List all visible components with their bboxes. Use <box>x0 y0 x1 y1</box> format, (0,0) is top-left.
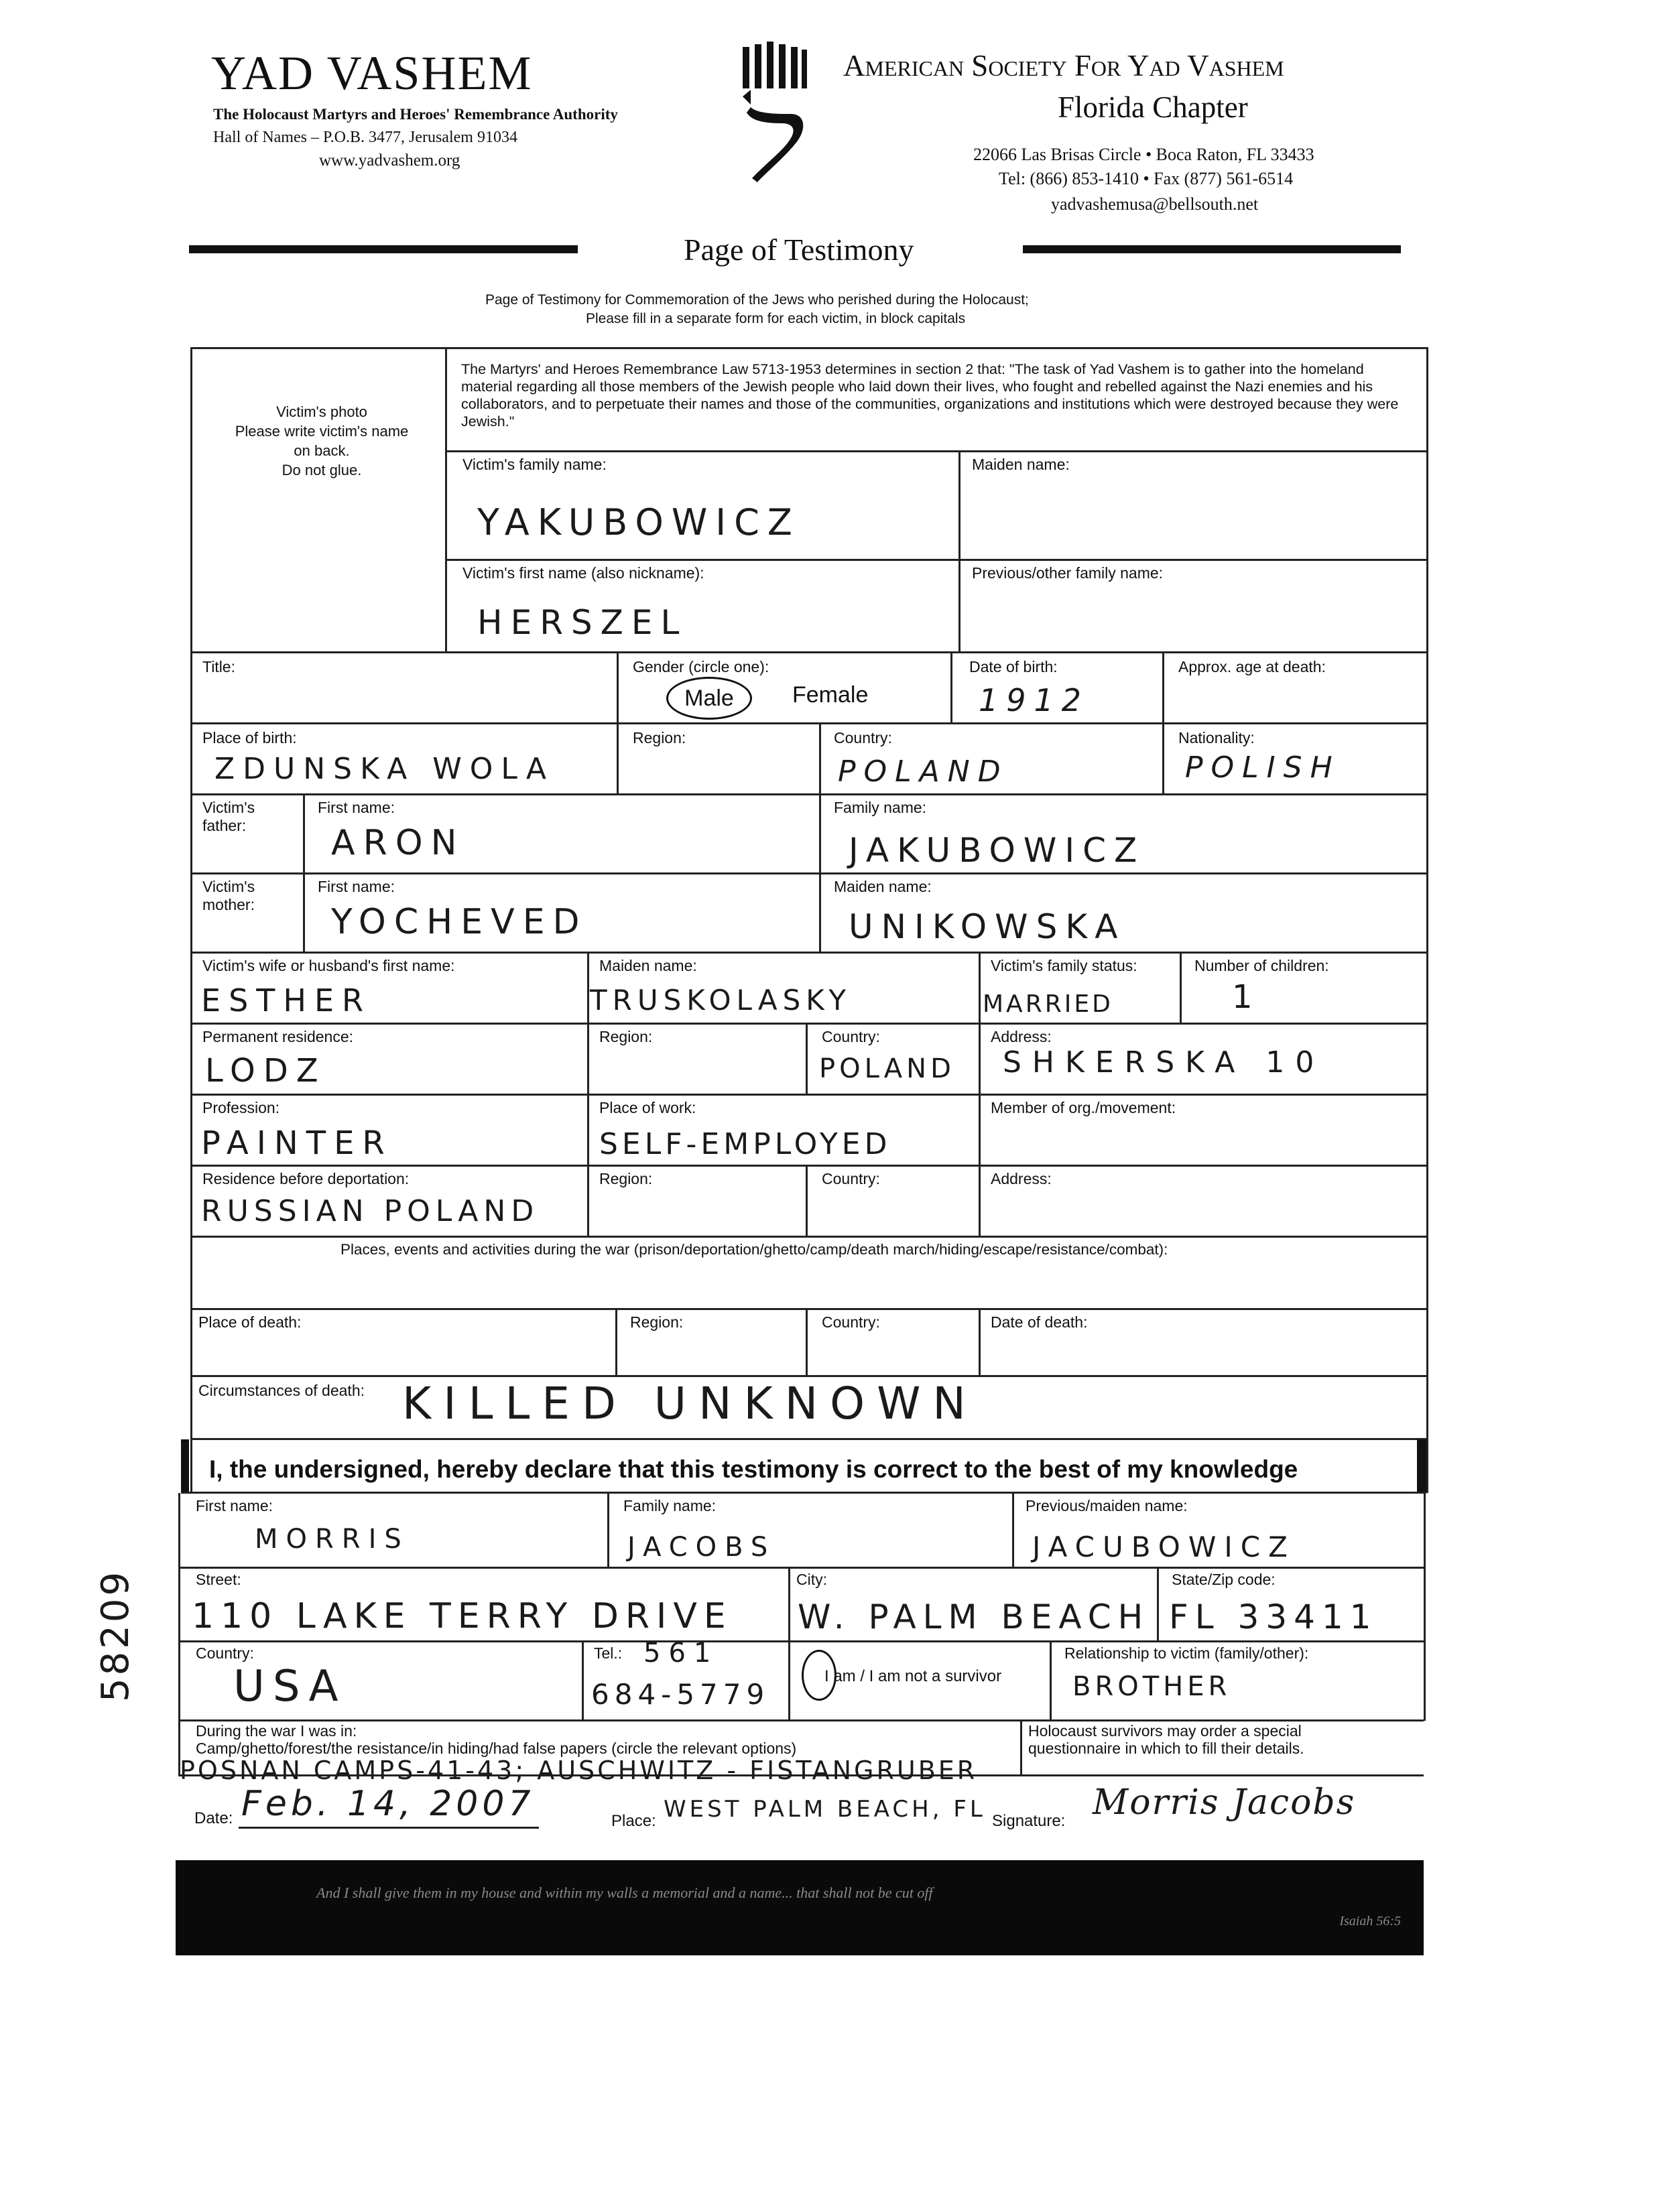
gender-female-option[interactable]: Female <box>792 682 869 708</box>
chapter-name: Florida Chapter <box>1058 90 1248 124</box>
label-country-death: Country: <box>822 1313 880 1331</box>
label-survivors-note-2: questionnaire in which to fill their details. <box>1028 1740 1304 1757</box>
perm-address[interactable]: SHKERSKA 10 <box>1003 1045 1325 1080</box>
label-place-work: Place of work: <box>599 1099 696 1116</box>
submitter-state-zip[interactable]: FL 33411 <box>1169 1598 1378 1636</box>
submitter-family-name[interactable]: JACOBS <box>627 1532 776 1563</box>
photo-line-1: Victim's photo <box>276 403 367 420</box>
label-circumstances: Circumstances of death: <box>198 1382 365 1399</box>
margin-number: 58209 <box>94 1569 137 1702</box>
label-date-death: Date of death: <box>991 1313 1088 1331</box>
victim-profession[interactable]: PAINTER <box>201 1124 393 1162</box>
spouse-first-name[interactable]: ESTHER <box>201 982 371 1019</box>
label-father-first: First name: <box>318 799 395 816</box>
label-city: City: <box>796 1571 827 1588</box>
label-date: Date: <box>194 1809 233 1827</box>
victim-family-name[interactable]: YAKUBOWICZ <box>477 501 800 543</box>
victim-place-work[interactable]: SELF-EMPLOYED <box>599 1127 891 1161</box>
org-website: www.yadvashem.org <box>319 151 460 170</box>
label-tel: Tel.: <box>594 1644 623 1662</box>
label-maiden-name: Maiden name: <box>972 456 1070 473</box>
intro-line-1: Page of Testimony for Commemoration of the Jews who perished during the Holocaust; <box>485 292 1029 308</box>
label-sub-prev-maiden: Previous/maiden name: <box>1026 1497 1188 1514</box>
declaration: I, the undersigned, hereby declare that this testimony is correct to the best of my knowledge <box>209 1455 1298 1483</box>
label-place-birth: Place of birth: <box>202 729 297 746</box>
label-father: Victim's father: <box>202 799 255 834</box>
gender-male-option[interactable] <box>666 677 752 720</box>
photo-box[interactable] <box>201 402 442 480</box>
org-subtitle: The Holocaust Martyrs and Heroes' Remembrance Authority <box>213 106 618 123</box>
label-profession: Profession: <box>202 1099 280 1116</box>
date-underline <box>239 1827 539 1829</box>
photo-line-2: Please write victim's name <box>235 423 409 440</box>
label-region-birth: Region: <box>633 729 686 746</box>
label-country-res: Country: <box>822 1028 880 1045</box>
victim-place-birth[interactable]: ZDUNSKA WOLA <box>214 752 554 786</box>
label-spouse: Victim's wife or husband's first name: <box>202 957 455 974</box>
label-places-events: Places, events and activities during the war (prison/deportation/ghetto/camp/death march/hiding/escape/resistance/combat): <box>340 1241 1168 1258</box>
label-address-res: Address: <box>991 1028 1052 1045</box>
label-signature: Signature: <box>992 1812 1066 1830</box>
victim-num-children[interactable]: 1 <box>1232 978 1261 1016</box>
chapter-email: yadvashemusa@bellsouth.net <box>1051 194 1259 214</box>
label-survivors-note-1: Holocaust survivors may order a special <box>1028 1722 1302 1740</box>
submitter-city[interactable]: W. PALM BEACH <box>798 1598 1150 1636</box>
label-family-name: Victim's family name: <box>462 456 607 473</box>
submitter-relationship[interactable]: BROTHER <box>1072 1671 1231 1702</box>
residence-before[interactable]: RUSSIAN POLAND <box>201 1194 540 1228</box>
label-place: Place: <box>611 1812 656 1830</box>
label-during-war: During the war I was in: <box>196 1722 357 1740</box>
title-rule-right <box>1023 245 1401 253</box>
label-sub-first: First name: <box>196 1497 273 1514</box>
label-camp-options: Camp/ghetto/forest/the resistance/in hiding/had false papers (circle the relevant options) <box>196 1740 797 1757</box>
label-state-zip: State/Zip code: <box>1172 1571 1276 1588</box>
victim-family-status[interactable]: MARRIED <box>983 990 1113 1018</box>
label-prev-family-name: Previous/other family name: <box>972 564 1164 582</box>
label-sub-family: Family name: <box>623 1497 717 1514</box>
chapter-phone: Tel: (866) 853-1410 • Fax (877) 561-6514 <box>999 169 1294 188</box>
label-country-before: Country: <box>822 1170 880 1187</box>
label-mother-maiden: Maiden name: <box>834 878 932 895</box>
gender-male-label: Male <box>684 686 734 711</box>
footer-quote: And I shall give them in my house and within my walls a memorial and a name... that shall not be cut off <box>316 1884 933 1901</box>
perm-country[interactable]: POLAND <box>819 1053 955 1084</box>
label-father-family: Family name: <box>834 799 927 816</box>
victim-country-birth[interactable]: POLAND <box>838 755 1009 789</box>
page-title: Page of Testimony <box>684 233 914 267</box>
submitter-street[interactable]: 110 LAKE TERRY DRIVE <box>192 1596 733 1636</box>
footer-ref: Isaiah 56:5 <box>1339 1914 1401 1929</box>
father-family-name[interactable]: JAKUBOWICZ <box>849 831 1145 870</box>
circumstances-death[interactable]: KILLED UNKNOWN <box>402 1378 978 1429</box>
label-member-org: Member of org./movement: <box>991 1099 1176 1116</box>
org-title: YAD VASHEM <box>211 46 533 100</box>
label-address-before: Address: <box>991 1170 1052 1187</box>
label-survivor[interactable]: I am / I am not a survivor <box>824 1667 1002 1685</box>
label-region-death: Region: <box>630 1313 684 1331</box>
label-age-death: Approx. age at death: <box>1178 658 1326 675</box>
label-nationality: Nationality: <box>1178 729 1255 746</box>
spouse-maiden-name[interactable]: TRUSKOLASKY <box>590 984 851 1017</box>
label-perm-residence: Permanent residence: <box>202 1028 354 1045</box>
father-first-name[interactable]: ARON <box>331 823 465 863</box>
submitter-signature[interactable]: Morris Jacobs <box>1093 1782 1356 1823</box>
footer-bar <box>176 1860 1424 1955</box>
submitter-date[interactable]: Feb. 14, 2007 <box>241 1784 535 1824</box>
label-relationship: Relationship to victim (family/other): <box>1064 1644 1309 1662</box>
submitter-first-name[interactable]: MORRIS <box>255 1524 410 1555</box>
submitter-war-places[interactable]: POSNAN CAMPS-41-43; AUSCHWITZ - FISTANGRUBER <box>180 1756 978 1785</box>
label-mother-first: First name: <box>318 878 395 895</box>
mother-maiden-name[interactable]: UNIKOWSKA <box>849 907 1126 946</box>
submitter-place[interactable]: WEST PALM BEACH, FL <box>664 1796 986 1823</box>
label-title: Title: <box>202 658 235 675</box>
label-first-name: Victim's first name (also nickname): <box>462 564 704 582</box>
label-gender: Gender (circle one): <box>633 658 769 675</box>
label-country-sub: Country: <box>196 1644 254 1662</box>
yad-vashem-logo-icon <box>737 40 811 188</box>
law-text: The Martyrs' and Heroes Remembrance Law 5713-1953 determines in section 2 that: "The task of Yad Vashem is to gather into the homeland material regarding all those members of the Jewish people who laid down their lives, who fought and rebelled against the Nazi enemies and his collaborators, and to perpetuate their names and those of the communities, organizations and institutions which were destroyed because they were Jewish." <box>461 361 1399 430</box>
label-mother: Victim's mother: <box>202 878 255 913</box>
chapter-address: 22066 Las Brisas Circle • Boca Raton, FL 33433 <box>973 145 1314 164</box>
photo-line-4: Do not glue. <box>282 462 362 478</box>
submitter-tel-number[interactable]: 684-5779 <box>591 1678 770 1711</box>
label-place-death: Place of death: <box>198 1313 302 1331</box>
label-dob: Date of birth: <box>969 658 1058 675</box>
label-country-birth: Country: <box>834 729 892 746</box>
label-region-before: Region: <box>599 1170 653 1187</box>
label-region-res: Region: <box>599 1028 653 1045</box>
label-residence-before: Residence before deportation: <box>202 1170 410 1187</box>
label-street: Street: <box>196 1571 241 1588</box>
submitter-tel-area[interactable]: 561 <box>643 1638 719 1669</box>
chapter-title: American Society For Yad Vashem <box>843 49 1284 82</box>
photo-line-3: on back. <box>294 442 350 459</box>
label-spouse-maiden: Maiden name: <box>599 957 697 974</box>
label-num-children: Number of children: <box>1194 957 1329 974</box>
victim-nationality[interactable]: POLISH <box>1185 751 1341 785</box>
intro-line-2: Please fill in a separate form for each victim, in block capitals <box>586 311 966 326</box>
victim-first-name[interactable]: HERSZEL <box>477 603 688 642</box>
label-family-status: Victim's family status: <box>991 957 1137 974</box>
org-address: Hall of Names – P.O.B. 3477, Jerusalem 91034 <box>213 129 517 146</box>
victim-dob[interactable]: 1912 <box>979 682 1090 718</box>
submitter-country[interactable]: USA <box>233 1662 347 1711</box>
submitter-prev-maiden[interactable]: JACUBOWICZ <box>1032 1531 1296 1563</box>
title-rule-left <box>189 245 578 253</box>
perm-residence[interactable]: LODZ <box>205 1052 326 1090</box>
mother-first-name[interactable]: YOCHEVED <box>331 902 588 942</box>
